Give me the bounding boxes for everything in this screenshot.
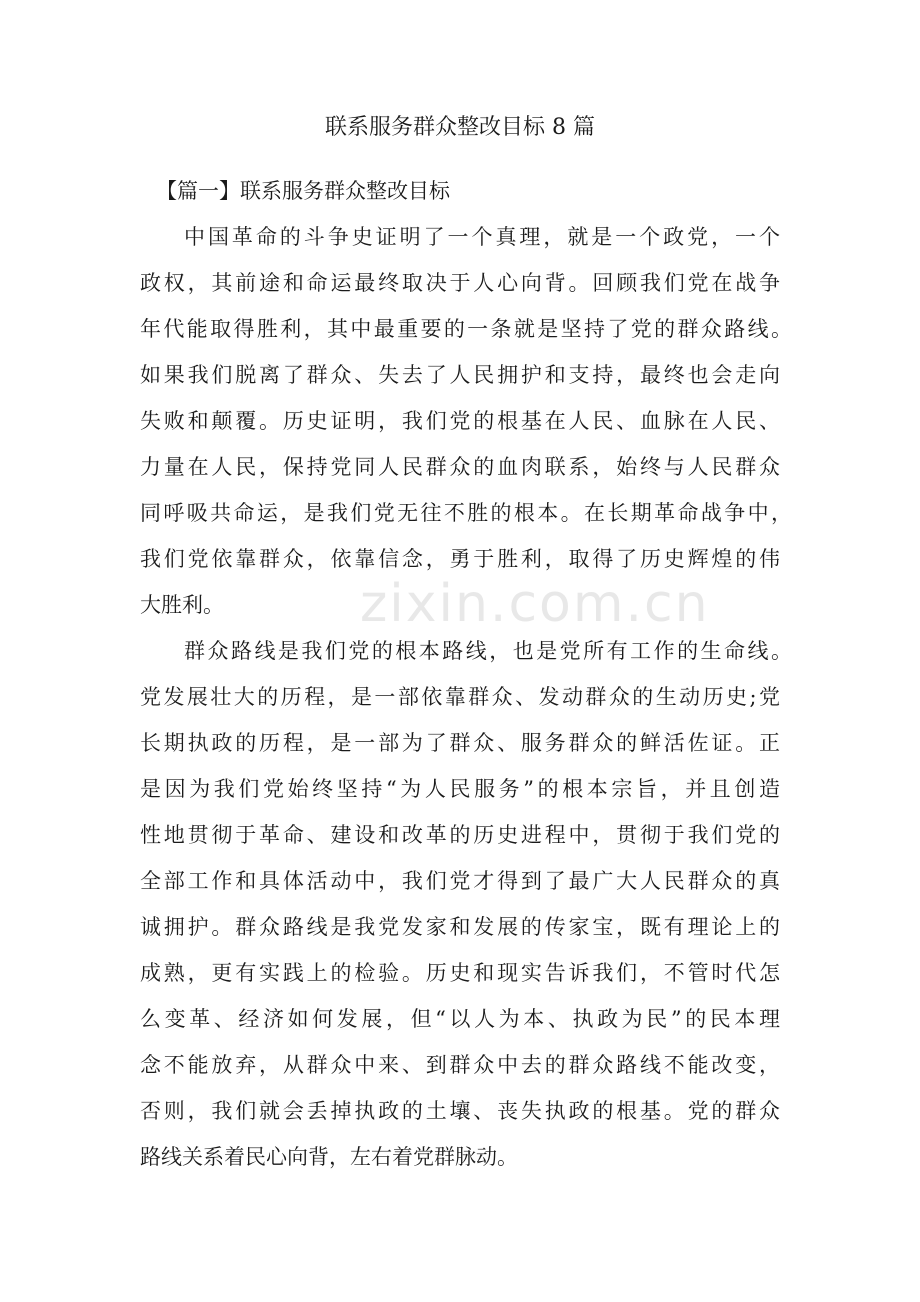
paragraph-1-line-9: 大胜利。: [140, 593, 224, 617]
paragraph-1-line-4: 如果我们脱离了群众、失去了人民拥护和支持，最终也会走向: [140, 363, 780, 387]
paragraph-2-line-9: 么变革、经济如何发展，但“以人为本、执政为民”的民本理: [140, 1007, 780, 1031]
paragraph-2-line-10: 念不能放弃，从群众中来、到群众中去的群众路线不能改变，: [140, 1053, 780, 1077]
paragraph-2-line-12: 路线关系着民心向背，左右着党群脉动。: [140, 1145, 518, 1169]
paragraph-2-line-2: 党发展壮大的历程，是一部依靠群众、发动群众的生动历史;党: [140, 685, 780, 709]
paragraph-1-line-7: 同呼吸共命运，是我们党无往不胜的根本。在长期革命战争中，: [140, 501, 792, 525]
paragraph-1-line-2: 政权，其前途和命运最终取决于人心向背。回顾我们党在战争: [140, 271, 780, 295]
paragraph-2-line-1: 群众路线是我们党的根本路线，也是党所有工作的生命线。: [184, 639, 792, 663]
paragraph-2-line-3: 长期执政的历程，是一部为了群众、服务群众的鲜活佐证。正: [140, 731, 780, 755]
paragraph-1-line-5: 失败和颠覆。历史证明，我们党的根基在人民、血脉在人民、: [140, 409, 780, 433]
paragraph-2-line-4: 是因为我们党始终坚持“为人民服务”的根本宗旨，并且创造: [140, 777, 780, 801]
paragraph-1-line-1: 中国革命的斗争史证明了一个真理，就是一个政党，一个: [184, 225, 780, 249]
watermark-text: zixin.com.cn: [360, 574, 710, 634]
paragraph-2-line-11: 否则，我们就会丢掉执政的土壤、丧失执政的根基。党的群众: [140, 1099, 780, 1123]
paragraph-1-line-8: 我们党依靠群众，依靠信念，勇于胜利，取得了历史辉煌的伟: [140, 547, 780, 571]
document-title: 联系服务群众整改目标 8 篇: [325, 115, 595, 140]
paragraph-1-line-6: 力量在人民，保持党同人民群众的血肉联系，始终与人民群众: [140, 455, 780, 479]
section-heading: 【篇一】联系服务群众整改目标: [156, 179, 450, 203]
paragraph-1-line-3: 年代能取得胜利，其中最重要的一条就是坚持了党的群众路线。: [140, 317, 792, 341]
paragraph-2-line-8: 成熟，更有实践上的检验。历史和现实告诉我们，不管时代怎: [140, 961, 780, 985]
paragraph-2-line-6: 全部工作和具体活动中，我们党才得到了最广大人民群众的真: [140, 869, 780, 893]
paragraph-2-line-7: 诚拥护。群众路线是我党发家和发展的传家宝，既有理论上的: [140, 915, 780, 939]
paragraph-2-line-5: 性地贯彻于革命、建设和改革的历史进程中，贯彻于我们党的: [140, 823, 780, 847]
